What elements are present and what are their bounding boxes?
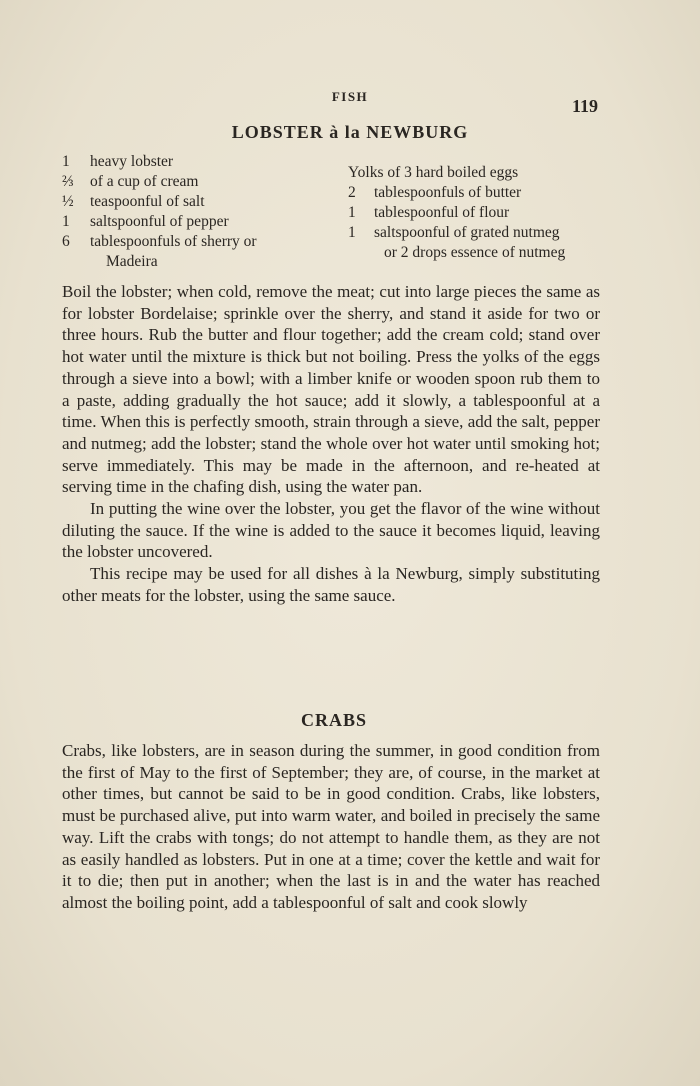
section-title: CRABS	[300, 710, 367, 730]
running-head: FISH	[331, 89, 369, 104]
ingredient-item	[348, 183, 604, 203]
recipe-title: LOBSTER à la NEWBURG	[231, 122, 469, 142]
ingredient-item	[62, 152, 332, 172]
ingredient-item	[348, 223, 604, 243]
paragraph: In putting the wine over the lobster, you get the flavor of the wine without diluting the sauce. If the wine is added to the sauce it becomes liquid, leaving the lobster uncovered.	[62, 499, 600, 562]
ingredient-item	[62, 192, 332, 212]
ingredient-text: saltspoonful of pepper	[90, 213, 229, 230]
ingredient-item	[348, 163, 604, 183]
ingredients-left-column	[62, 152, 332, 272]
ingredient-item	[62, 232, 332, 252]
ingredient-quantity: 6	[62, 233, 70, 250]
ingredient-text: tablespoonfuls of butter	[374, 184, 522, 201]
ingredient-quantity: 1	[62, 153, 70, 170]
ingredient-text: teaspoonful of salt	[90, 193, 205, 210]
ingredient-text: tablespoonful of flour	[374, 204, 510, 221]
paragraph: This recipe may be used for all dishes à la Newburg, simply substituting other meats for the lobster, using the same sauce.	[62, 564, 600, 605]
ingredient-text: saltspoonful of grated nutmeg	[374, 224, 560, 241]
ingredient-text: of a cup of cream	[90, 173, 199, 190]
ingredient-item	[62, 172, 332, 192]
ingredient-text: tablespoonfuls of sherry or	[90, 233, 257, 250]
recipe-directions	[62, 281, 600, 607]
paragraph: Crabs, like lobsters, are in season during the summer, in good condition from the first of May to the first of September; they are, of course, in the market at other times, but cannot be said to be in good condition. Crabs, like lobsters, must be purchased alive, put into warm water, and boiled in precisely the same way. Lift the crabs with tongs; do not attempt to handle them, as they are not as easily handled as lobsters. Put in one at a time; cover the kettle and wait for it to die; then put in another; when the last is in and the water has reached almost the boiling point, add a tablespoonful of salt and cook slowly	[62, 741, 600, 912]
ingredient-item	[62, 212, 332, 232]
ingredient-continuation: Madeira	[106, 253, 158, 270]
ingredient-text: heavy lobster	[90, 153, 174, 170]
ingredient-quantity: ½	[62, 193, 74, 210]
ingredient-quantity: 1	[348, 224, 356, 241]
ingredient-text: Yolks of 3 hard boiled eggs	[348, 164, 519, 181]
ingredient-quantity: 2	[348, 184, 356, 201]
crabs-text	[62, 740, 600, 914]
ingredient-quantity: 1	[62, 213, 70, 230]
paragraph: Boil the lobster; when cold, remove the meat; cut into large pieces the same as for lobster Bordelaise; sprinkle over the sherry, and stand it aside for two or three hours. Rub the butter and flour together; add the cream cold; stand over hot water until the mixture is thick but not boiling. Press the yolks of the eggs through a sieve into a bowl; with a limber knife or wooden spoon rub them to a paste, adding gradually the hot sauce; add it slowly, a tablespoonful at a time. When this is perfectly smooth, strain through a sieve, add the salt, pepper and nutmeg; add the lobster; stand the whole over hot water until smoking hot; serve immediately. This may be made in the afternoon, and re-heated at serving time in the chafing dish, using the water pan.	[62, 282, 600, 497]
page-number: 119	[571, 96, 598, 116]
ingredient-item	[348, 203, 604, 223]
ingredient-quantity: ⅔	[62, 173, 74, 190]
ingredients-right-column	[348, 163, 604, 263]
ingredient-continuation: or 2 drops essence of nutmeg	[384, 244, 566, 261]
ingredient-quantity: 1	[348, 204, 356, 221]
